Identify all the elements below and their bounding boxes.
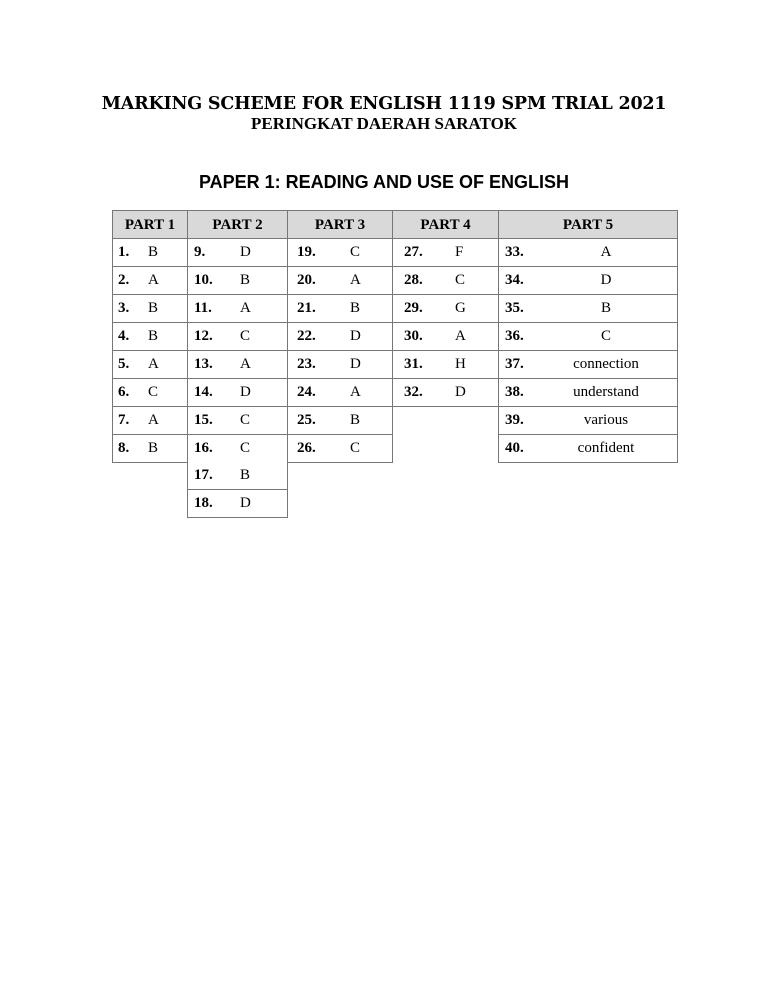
answer: C [350, 440, 361, 456]
question-number: 26. [297, 440, 316, 456]
question-number: 35. [505, 300, 524, 316]
question-number: 7. [118, 412, 130, 428]
table-row [188, 295, 287, 323]
answer: A [600, 244, 612, 260]
table-row [113, 379, 187, 407]
table-row [499, 379, 677, 407]
question-number: 8. [118, 440, 130, 456]
table-row [499, 323, 677, 351]
question-number: 24. [297, 384, 316, 400]
part-header: PART 1 [113, 210, 187, 239]
question-number: 2. [118, 272, 130, 288]
question-number: 12. [194, 328, 213, 344]
answer: C [148, 384, 159, 400]
answer: B [240, 467, 251, 483]
answer: C [350, 244, 361, 260]
table-row [288, 239, 392, 267]
answer: B [148, 300, 159, 316]
answer: C [240, 440, 251, 456]
table-row [188, 267, 287, 295]
answer: A [350, 384, 361, 400]
question-number: 38. [505, 384, 524, 400]
question-number: 39. [505, 412, 524, 428]
question-number: 25. [297, 412, 316, 428]
part-5-column [498, 210, 678, 463]
table-row [188, 435, 287, 462]
answer: understand [573, 384, 639, 400]
question-number: 22. [297, 328, 316, 344]
question-number: 36. [505, 328, 524, 344]
table-row [188, 351, 287, 379]
question-number: 6. [118, 384, 130, 400]
answer: A [240, 356, 251, 372]
question-number: 19. [297, 244, 316, 260]
part-1-column [112, 210, 188, 463]
answer: C [600, 328, 611, 344]
answer: B [350, 300, 361, 316]
answer: D [600, 272, 612, 288]
question-number: 1. [118, 244, 130, 260]
table-row [113, 267, 187, 295]
answer: connection [573, 356, 639, 372]
question-number: 9. [194, 244, 206, 260]
answer: D [350, 328, 361, 344]
question-number: 10. [194, 272, 213, 288]
answer: C [240, 412, 251, 428]
table-row [499, 239, 677, 267]
answer: B [148, 440, 159, 456]
table-row [288, 379, 392, 407]
table-row [288, 407, 392, 435]
table-row [188, 462, 287, 490]
table-row [393, 295, 498, 323]
part-4-column [392, 210, 499, 407]
part-header: PART 3 [288, 210, 392, 239]
question-number: 23. [297, 356, 316, 372]
table-row [499, 267, 677, 295]
table-row [188, 239, 287, 267]
table-row [499, 435, 677, 463]
part-3-column [287, 210, 393, 463]
answer: various [583, 412, 629, 428]
table-row [393, 239, 498, 267]
answer: confident [577, 440, 635, 456]
answer: A [148, 356, 159, 372]
question-number: 5. [118, 356, 130, 372]
table-row [113, 351, 187, 379]
question-number: 18. [194, 495, 213, 511]
answer: H [455, 356, 466, 372]
question-number: 15. [194, 412, 213, 428]
question-number: 33. [505, 244, 524, 260]
question-number: 17. [194, 467, 213, 483]
document-title: MARKING SCHEME FOR ENGLISH 1119 SPM TRIAL 2021 [101, 94, 667, 114]
question-number: 20. [297, 272, 316, 288]
table-row [499, 407, 677, 435]
answer: A [148, 272, 159, 288]
question-number: 29. [404, 300, 423, 316]
answer: C [455, 272, 466, 288]
paper-heading: PAPER 1: READING AND USE OF ENGLISH [198, 172, 570, 192]
part-header: PART 4 [393, 210, 498, 239]
table-row [499, 295, 677, 323]
question-number: 37. [505, 356, 524, 372]
answer: D [240, 495, 251, 511]
question-number: 4. [118, 328, 130, 344]
answer: F [455, 244, 464, 260]
question-number: 28. [404, 272, 423, 288]
table-row [113, 323, 187, 351]
question-number: 13. [194, 356, 213, 372]
answer: D [455, 384, 466, 400]
answer: A [240, 300, 251, 316]
table-row [113, 295, 187, 323]
table-row [393, 379, 498, 407]
table-row [393, 323, 498, 351]
answer: C [240, 328, 251, 344]
question-number: 32. [404, 384, 423, 400]
question-number: 21. [297, 300, 316, 316]
table-row [113, 407, 187, 435]
table-row [188, 379, 287, 407]
table-row [188, 407, 287, 435]
answer: A [148, 412, 159, 428]
answer: B [600, 300, 611, 316]
part-header: PART 5 [499, 210, 677, 239]
table-row [288, 267, 392, 295]
table-row [113, 435, 187, 463]
table-row [288, 295, 392, 323]
answer: B [148, 328, 159, 344]
part-header: PART 2 [188, 210, 287, 239]
answer: A [350, 272, 361, 288]
question-number: 27. [404, 244, 423, 260]
table-row [288, 351, 392, 379]
question-number: 30. [404, 328, 423, 344]
answer: G [455, 300, 466, 316]
table-row [499, 351, 677, 379]
answer: B [240, 272, 251, 288]
table-row [113, 239, 187, 267]
answer: B [148, 244, 159, 260]
answer: D [240, 244, 251, 260]
answer: D [350, 356, 361, 372]
answer: A [455, 328, 466, 344]
document-subtitle: PERINGKAT DAERAH SARATOK [250, 114, 518, 133]
table-row [188, 490, 287, 518]
table-row [288, 323, 392, 351]
answer: D [240, 384, 251, 400]
question-number: 14. [194, 384, 213, 400]
question-number: 40. [505, 440, 524, 456]
question-number: 11. [194, 300, 212, 316]
part-2-column [187, 210, 288, 518]
question-number: 3. [118, 300, 130, 316]
table-row [393, 267, 498, 295]
answer: B [350, 412, 361, 428]
question-number: 16. [194, 440, 213, 456]
table-row [393, 351, 498, 379]
question-number: 31. [404, 356, 423, 372]
table-row [188, 323, 287, 351]
table-row [288, 435, 392, 463]
question-number: 34. [505, 272, 524, 288]
